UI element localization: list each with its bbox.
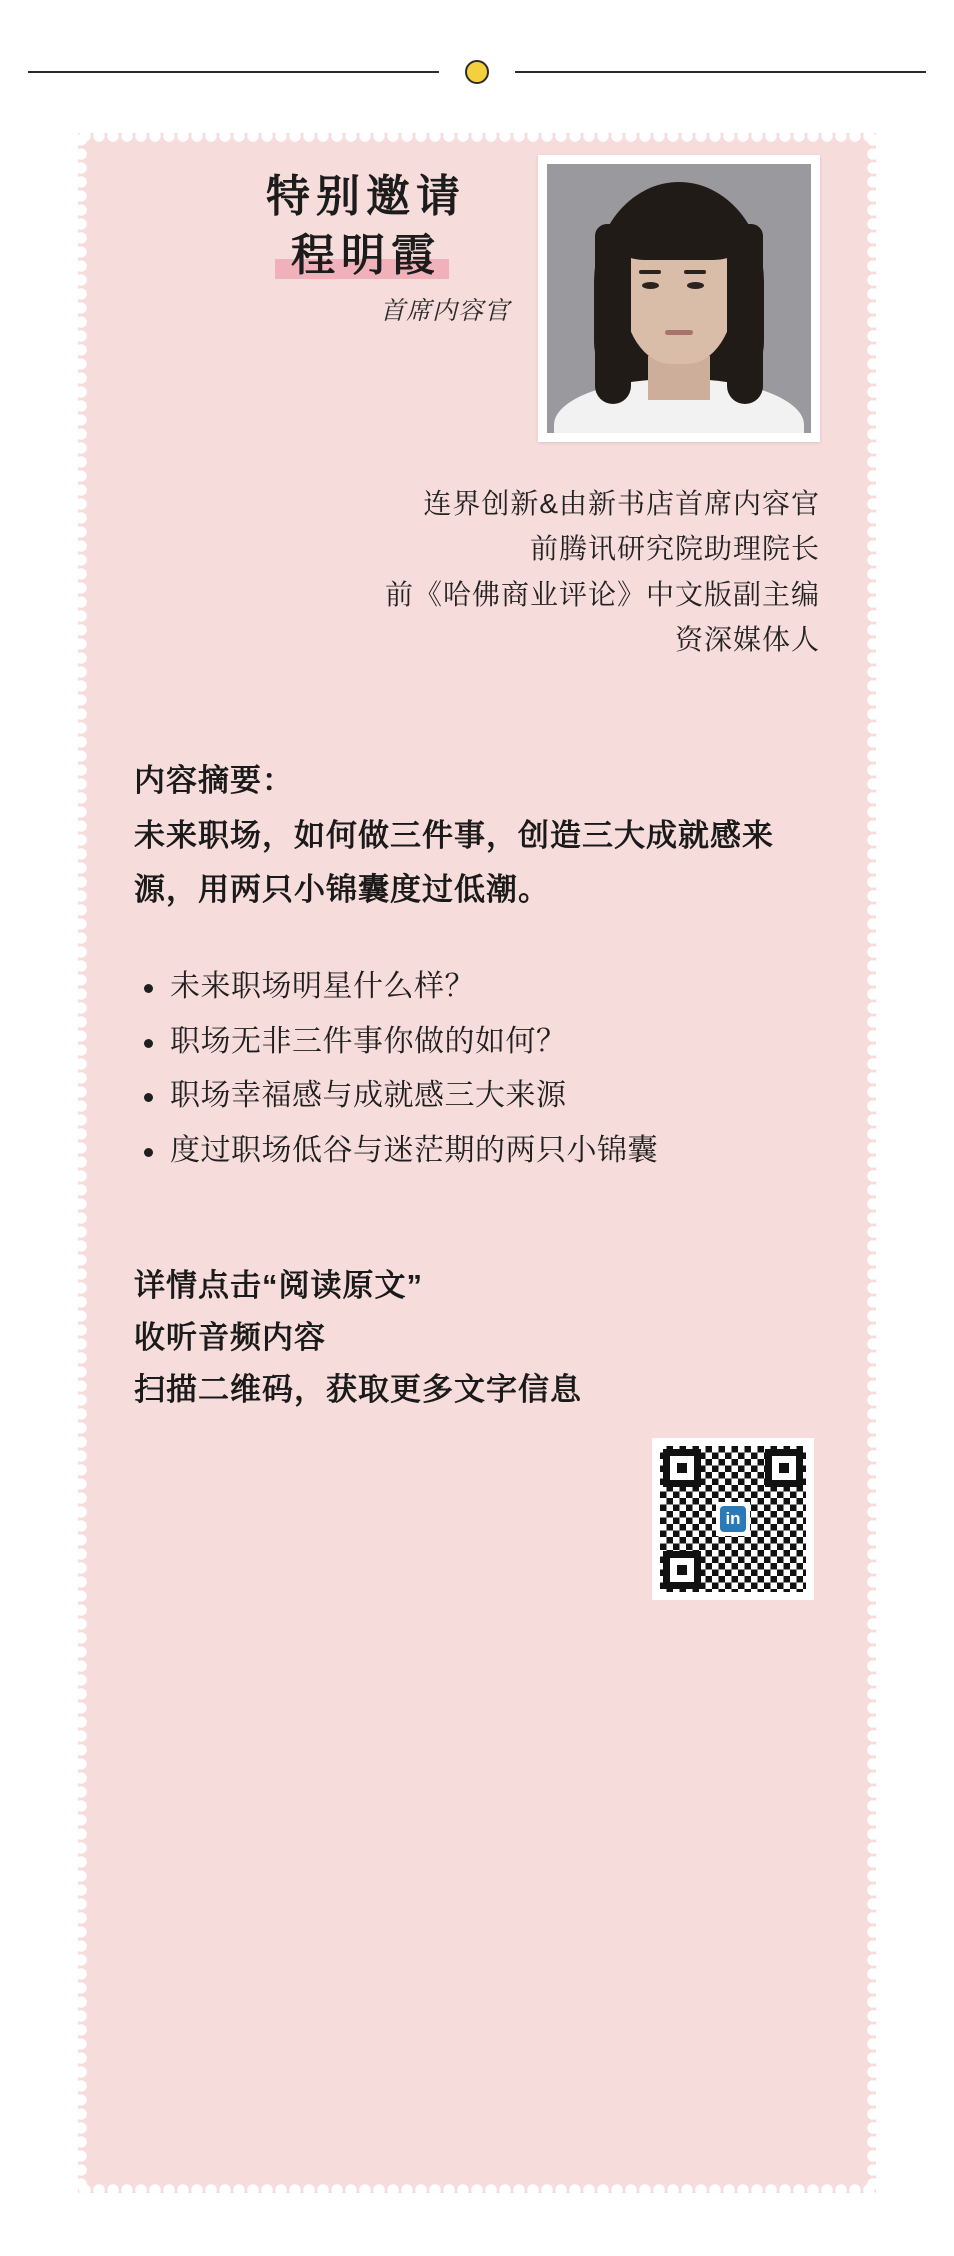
qr-finder-bottom-left — [663, 1551, 701, 1589]
summary-block — [134, 754, 820, 917]
list-item: 职场幸福感与成就感三大来源 — [168, 1072, 820, 1121]
portrait-brow-right — [684, 270, 706, 274]
divider-line-right — [515, 71, 926, 73]
guest-role: 首席内容官 — [379, 297, 510, 325]
guest-name: 程明霞 — [291, 231, 441, 280]
qr-finder-top-left — [663, 1449, 701, 1487]
portrait-photo — [547, 164, 811, 433]
cta-block — [134, 1260, 820, 1416]
guest-name-row — [291, 228, 441, 283]
cta-line-qr: 扫描二维码，获取更多文字信息 — [134, 1371, 582, 1407]
portrait-frame — [538, 155, 820, 442]
divider-dot-icon — [465, 60, 489, 84]
content-card — [78, 133, 876, 2193]
card-inner — [78, 133, 876, 2193]
portrait-eye-right — [687, 282, 704, 289]
portrait-hair-right — [727, 224, 763, 404]
qr-code[interactable] — [652, 1438, 814, 1600]
header-block — [134, 155, 820, 445]
portrait-hair-left — [595, 224, 631, 404]
top-divider — [28, 60, 926, 84]
summary-label: 内容摘要： — [134, 763, 294, 799]
list-item: 度过职场低谷与迷茫期的两只小锦囊 — [168, 1127, 820, 1176]
list-item: 职场无非三件事你做的如何？ — [168, 1018, 820, 1067]
qr-logo-icon: in — [720, 1506, 746, 1532]
summary-text: 未来职场，如何做三件事，创造三大成就感来源，用两只小锦囊度过低潮。 — [134, 817, 774, 907]
qr-canvas — [660, 1446, 806, 1592]
cta-line-audio: 收听音频内容 — [134, 1319, 326, 1355]
credential-line: 前《哈佛商业评论》中文版副主编 — [384, 578, 820, 610]
credential-line: 资深媒体人 — [674, 624, 820, 656]
qr-wrap — [134, 1438, 820, 1600]
credential-line: 前腾讯研究院助理院长 — [529, 533, 820, 565]
invite-title: 特别邀请 — [266, 172, 466, 221]
title-block — [216, 169, 516, 327]
qr-finder-top-right — [765, 1449, 803, 1487]
portrait-fringe — [613, 208, 745, 260]
cta-line-read-original[interactable]: 详情点击“阅读原文” — [134, 1267, 423, 1303]
list-item: 未来职场明星什么样？ — [168, 963, 820, 1012]
credentials-block — [134, 481, 820, 662]
divider-line-left — [28, 71, 439, 73]
portrait-brow-left — [639, 270, 661, 274]
portrait-eye-left — [642, 282, 659, 289]
topic-list — [134, 963, 820, 1175]
qr-center-logo — [716, 1502, 750, 1536]
portrait-mouth — [665, 330, 693, 335]
credential-line: 连界创新&由新书店首席内容官 — [423, 488, 820, 519]
